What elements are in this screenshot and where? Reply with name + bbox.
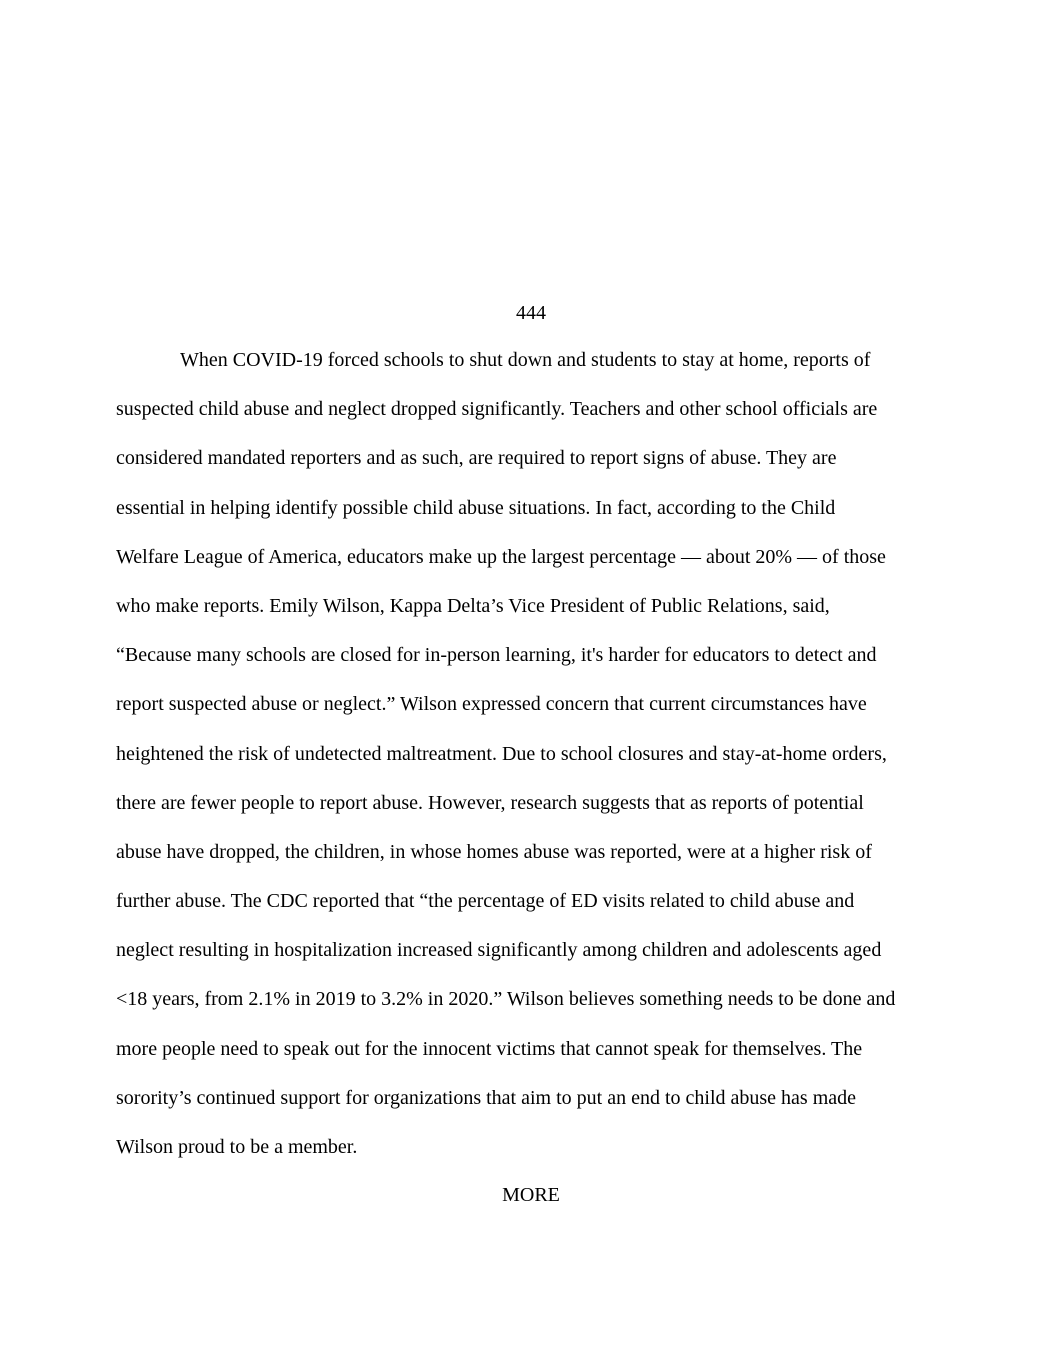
paragraph-line: further abuse. The CDC reported that “the percentage of ED visits related to child abuse and [116, 890, 855, 913]
paragraph-line: neglect resulting in hospitalization increased significantly among children and adolescents aged [116, 939, 882, 962]
paragraph-line: Wilson proud to be a member. [116, 1136, 358, 1158]
paragraph-line: who make reports. Emily Wilson, Kappa Delta’s Vice President of Public Relations, said, [116, 594, 830, 617]
paragraph-line: When COVID-19 forced schools to shut down and students to stay at home, reports of [180, 349, 871, 371]
paragraph-line: sorority’s continued support for organizations that aim to put an end to child abuse has made [116, 1086, 857, 1109]
paragraph-line: there are fewer people to report abuse. However, research suggests that as reports of potential [116, 791, 864, 814]
paragraph-line: <18 years, from 2.1% in 2019 to 3.2% in 2020.” Wilson believes something needs to be done and [116, 988, 896, 1011]
paragraph-line: essential in helping identify possible child abuse situations. In fact, according to the Child [116, 496, 836, 519]
paragraph-line: considered mandated reporters and as such, are required to report signs of abuse. They are [116, 447, 837, 470]
paragraph-line: “Because many schools are closed for in-person learning, it's harder for educators to detect and [116, 644, 877, 667]
body-paragraph [116, 346, 952, 1182]
paragraph-line: abuse have dropped, the children, in whose homes abuse was reported, were at a higher risk of [116, 840, 872, 863]
paragraph-line: heightened the risk of undetected maltreatment. Due to school closures and stay-at-home orders, [116, 742, 887, 765]
continuation-marker: MORE [502, 1184, 560, 1206]
paragraph-line: report suspected abuse or neglect.” Wilson expressed concern that current circumstances have [116, 693, 867, 716]
paragraph-line: Welfare League of America, educators make up the largest percentage — about 20% — of those [116, 545, 886, 568]
page-number: 444 [516, 302, 546, 324]
paragraph-line: more people need to speak out for the innocent victims that cannot speak for themselves. The [116, 1037, 863, 1060]
paragraph-line: suspected child abuse and neglect dropped significantly. Teachers and other school officials are [116, 398, 878, 421]
